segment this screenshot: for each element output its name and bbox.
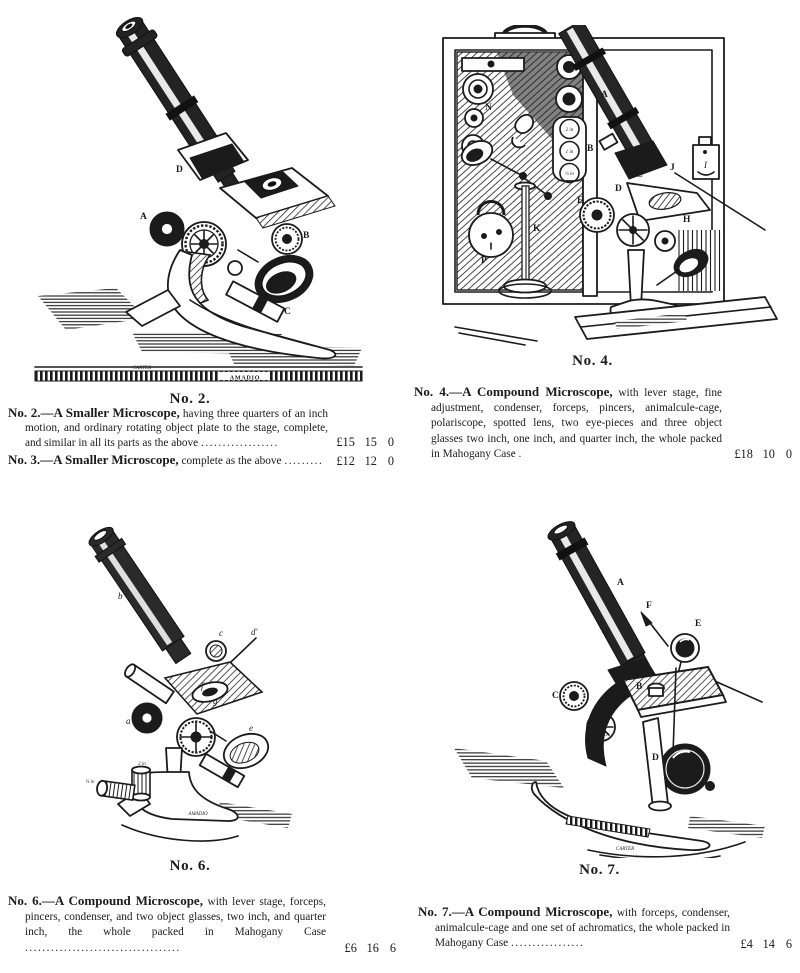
entry-body: with lever stage, forceps, pincers, condenser, and two object glasses, two inch, and quarter inch, the whole packed in Mahogany Case <box>25 896 327 939</box>
entry-body: with lever stage, fine adjustment, condenser, forceps, pincers, animalcule-cage, polariscope, spotted lens, two eye-pieces and three object glasses two inch, one inch, and quarter inch, the whole packed in Mahogany Case <box>431 387 723 460</box>
entry-lead: No. 6.—A Compound Microscope, <box>8 893 203 908</box>
limb-cylinder <box>123 663 174 704</box>
dot-leader: . <box>518 447 523 460</box>
mirror <box>660 744 715 794</box>
ground-shadow <box>688 816 765 838</box>
lens-label-quarterin: ¼ in <box>565 172 574 177</box>
objective-canister-upright <box>132 767 150 801</box>
listing-block-no6 <box>8 893 396 956</box>
microscope-no4-illustration <box>425 25 790 350</box>
part-label-p: P <box>481 256 487 266</box>
microscope-no7-illustration <box>440 520 770 858</box>
part-label-d-prime: d′ <box>251 627 258 637</box>
part-label-a: A <box>617 578 624 588</box>
part-label-c: C <box>636 170 643 180</box>
milled-head <box>132 703 162 733</box>
canister-label-2in: 2 in <box>138 762 146 767</box>
figure-caption-no7: No. 7. <box>579 862 620 878</box>
coarse-adjust-wheel <box>150 212 184 246</box>
entry-lead: No. 7.—A Compound Microscope, <box>418 904 613 919</box>
part-label-a: A <box>140 212 147 222</box>
milled-head <box>580 198 614 232</box>
part-label-e: E <box>577 196 584 206</box>
part-label-f: f <box>201 681 204 691</box>
maker-carter-text: CARTER <box>132 366 152 371</box>
maker-amadio-text: AMADIO <box>188 812 208 817</box>
entry-price: £12 12 0 <box>336 453 394 468</box>
part-label-e: e <box>249 723 253 733</box>
entry-description <box>8 406 328 450</box>
catalog-entry-no7 <box>418 904 792 952</box>
lens-label-2in: 2 in <box>565 128 574 133</box>
part-label-d: D <box>176 165 183 175</box>
entry-price: £15 15 0 <box>336 435 394 450</box>
figure-caption-no6: No. 6. <box>169 858 211 874</box>
part-label-d: D <box>615 184 622 194</box>
entry-price: £18 10 0 <box>734 447 792 462</box>
condenser-lens <box>671 634 699 662</box>
rear-toe <box>126 290 180 326</box>
part-label-n: N <box>485 103 492 113</box>
lens-label-1in: 1 in <box>565 150 574 155</box>
shelf-band <box>35 371 362 381</box>
entry-lead: No. 2.—A Smaller Microscope, <box>8 405 180 420</box>
part-label-e: E <box>695 619 702 629</box>
entry-body: with forceps, condenser, animalcule-cage and one set of achromatics, the whole packed in Mahogany Case <box>435 907 731 950</box>
microscope-no6-illustration <box>60 520 380 855</box>
listing-block-no4 <box>414 384 792 462</box>
objective-canister-lying <box>96 780 135 800</box>
coarse-wheel <box>560 682 588 710</box>
object-glass-plaque <box>553 117 586 183</box>
entry-description <box>8 893 326 956</box>
maker-amadio-text: AMADIO <box>229 375 261 382</box>
entry-body: having three quarters of an inch motion, and ordinary rotating object plate to the stage, complete, and similar in all its parts as the above <box>25 408 329 449</box>
part-label-a: A <box>601 90 608 100</box>
ground-shadow <box>454 748 564 788</box>
ground-line <box>122 825 238 841</box>
body-tube <box>84 523 196 668</box>
entry-price: £4 14 6 <box>740 936 792 951</box>
part-label-b: B <box>636 682 643 692</box>
entry-price: £6 16 6 <box>344 940 396 955</box>
figure-caption-no4: No. 4. <box>572 353 613 369</box>
dot-leader: ......... <box>284 455 324 468</box>
part-label-b: B <box>587 144 594 154</box>
maker-carter-text: CARTER <box>615 847 635 852</box>
entry-body: complete as the above <box>181 455 282 468</box>
dot-leader: .................. <box>201 436 279 449</box>
figure-caption-no2: No. 2. <box>169 391 211 407</box>
catalog-entry-no3 <box>8 453 394 468</box>
part-label-j: J <box>670 163 675 173</box>
catalog-entry-no2 <box>8 406 394 450</box>
stage <box>220 168 335 228</box>
part-label-d: D <box>652 753 659 763</box>
entry-description <box>418 904 730 952</box>
part-label-f: F <box>646 601 652 611</box>
listing-block-no7 <box>418 904 792 952</box>
part-label-c: C <box>552 691 559 701</box>
canister-label-quarterin: ¼ in <box>85 780 95 785</box>
part-label-k: K <box>533 224 541 234</box>
stage-wheel <box>272 224 302 254</box>
part-label-h: H <box>683 215 691 225</box>
catalog-entry-no4 <box>414 384 792 462</box>
dot-leader: ................. <box>510 937 585 950</box>
part-label-a: a <box>126 716 131 726</box>
part-label-b: b <box>118 591 123 601</box>
part-label-c: c <box>219 628 223 638</box>
entry-description <box>414 384 722 462</box>
dot-leader: .................................... <box>25 941 181 954</box>
body-tube <box>544 520 653 678</box>
tools <box>455 327 537 345</box>
pillar <box>628 250 644 307</box>
part-label-g: g <box>213 696 218 706</box>
part-label-i: I <box>704 160 707 170</box>
part-label-c: C <box>284 307 291 317</box>
part-label-b: B <box>303 231 310 241</box>
catalog-entry-no6 <box>8 893 396 956</box>
stage <box>165 662 262 714</box>
curved-limb <box>586 682 630 766</box>
entry-description <box>8 453 328 468</box>
maker-amadio-text: AMADIO <box>588 733 608 738</box>
listing-block-no2 <box>8 406 394 469</box>
entry-lead: No. 3.—A Smaller Microscope, <box>8 452 179 468</box>
entry-lead: No. 4.—A Compound Microscope, <box>414 384 613 399</box>
microscope-no2-illustration <box>30 0 385 385</box>
